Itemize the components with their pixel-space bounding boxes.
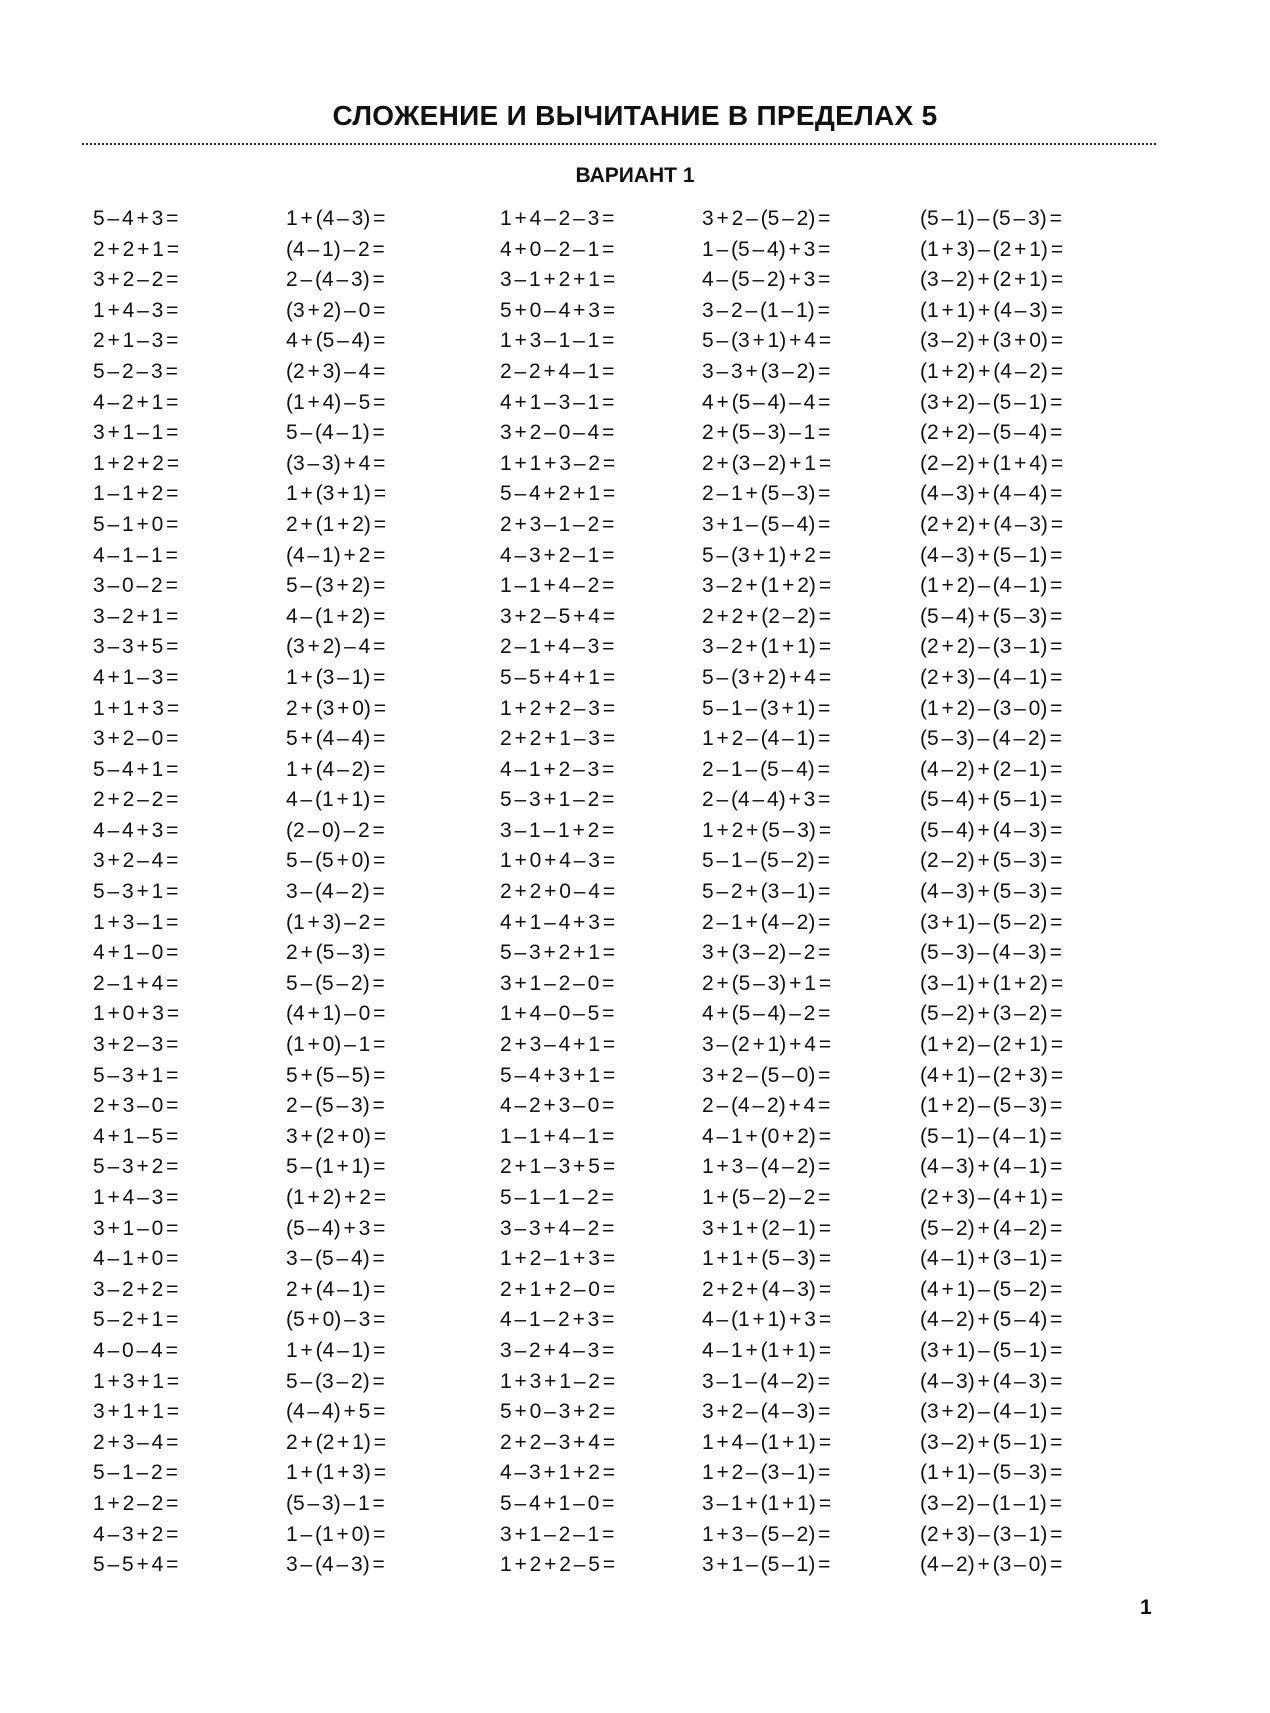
exercise: (4 – 1) – 2 = [286, 237, 385, 261]
exercise: 2 – 2 + 4 – 1 = [500, 359, 615, 383]
exercise-column-4 [702, 204, 831, 1581]
exercise: (4 + 1) – (2 + 3) = [920, 1063, 1064, 1087]
exercise: 4 – 1 + (1 + 1) = [702, 1338, 832, 1362]
exercise: 4 + (5 – 4) = [286, 329, 386, 353]
exercise: (3 – 2) – (1 – 1) = [920, 1491, 1062, 1515]
exercise: 1 + 4 – 3 = [93, 1186, 179, 1209]
exercise: (2 + 3) – (4 – 1) = [920, 665, 1063, 689]
exercise: 5 – 2 + 1 = [93, 1308, 179, 1332]
exercise: 2 + 3 – 4 + 1 = [500, 1033, 616, 1057]
exercise: 1 + 4 – 3 = [93, 298, 179, 322]
exercise-grid [0, 204, 1270, 1577]
exercise: (1 + 4) – 5 = [286, 390, 386, 414]
exercise: 5 – 4 + 3 + 1 = [500, 1063, 616, 1087]
exercise: 3 – 1 + (1 + 1) = [702, 1491, 832, 1515]
exercise: 1 + 2 – (3 – 1) = [702, 1461, 831, 1485]
exercise: 4 – 0 – 4 = [93, 1338, 178, 1362]
exercise: 5 – (5 – 2) = [286, 971, 385, 995]
exercise: 2 – (4 – 3) = [286, 268, 385, 292]
exercise: 3 – 2 – (1 – 1) = [702, 298, 830, 322]
exercise: 3 – 2 + 1 = [93, 604, 179, 628]
exercise: 2 + (3 – 2) + 1 = [702, 451, 832, 475]
exercise: (5 + 0) – 3 = [286, 1308, 386, 1332]
exercise: 3 + 2 – 5 + 4 = [500, 604, 616, 628]
exercise: 1 + 4 – (1 + 1) = [702, 1430, 832, 1454]
exercise: 4 – 3 + 2 – 1 = [500, 543, 615, 567]
exercise: 3 – 2 + 4 – 3 = [500, 1338, 615, 1362]
exercise: (3 + 2) – (5 – 1) = [920, 390, 1063, 414]
exercise: 1 + 4 – 0 – 5 = [500, 1002, 615, 1026]
exercise: 2 + 3 – 1 – 2 = [500, 512, 615, 536]
exercise: (3 – 2) + (2 + 1) = [920, 268, 1064, 292]
exercise: 1 + 1 + 3 = [93, 696, 180, 720]
exercise: 4 – (1 + 1) + 3 = [702, 1308, 832, 1332]
exercise: (1 + 3) – 2 = [286, 910, 386, 934]
exercise: 3 + 2 – 0 = [93, 727, 179, 751]
exercise: (5 – 3) – (4 – 2) = [920, 727, 1062, 751]
exercise: 3 – (4 – 3) = [286, 1553, 385, 1577]
exercise: (1 + 2) – (2 + 1) = [920, 1033, 1064, 1057]
exercise: 5 – (4 – 1) = [286, 421, 385, 445]
exercise: 3 + 2 – 0 – 4 = [500, 421, 615, 445]
exercise: (4 – 4) + 5 = [286, 1400, 386, 1424]
exercise: 3 – 1 – 1 + 2 = [500, 818, 615, 842]
exercise: (1 + 2) + 2 = [286, 1186, 386, 1209]
exercise: 3 + 2 – 4 = [93, 849, 179, 873]
exercise: 5 – 4 + 2 + 1 = [500, 482, 616, 506]
page-title: СЛОЖЕНИЕ И ВЫЧИТАНИЕ В ПРЕДЕЛАХ 5 [332, 100, 938, 131]
exercise: (4 – 3) + (4 – 1) = [920, 1155, 1063, 1179]
exercise: 5 – 3 + 1 = [93, 1063, 179, 1087]
exercise: (4 – 3) + (5 – 1) = [920, 543, 1063, 567]
exercise: 5 + (4 – 4) = [286, 727, 386, 751]
exercise: (2 + 3) – (3 – 1) = [920, 1522, 1063, 1546]
exercise: 3 – (5 – 4) = [286, 1247, 385, 1271]
exercise: 2 + 2 – 2 = [93, 788, 179, 812]
exercise: 4 + (5 – 4) – 4 = [702, 390, 831, 414]
exercise: 3 + 1 – 1 = [93, 421, 179, 445]
exercise: 2 + 2 + (2 – 2) = [702, 604, 832, 628]
exercise: 3 – 3 + (3 – 2) = [702, 359, 831, 383]
exercise: (4 – 3) + (4 – 3) = [920, 1369, 1063, 1393]
exercise: 3 + 2 – 2 = [93, 268, 179, 292]
exercise: 1 – (5 – 4) + 3 = [702, 237, 831, 261]
exercise: 4 – (1 + 2) = [286, 604, 386, 628]
exercise: 3 + 2 – (5 – 2) = [702, 207, 831, 230]
exercise: (1 + 2) – (3 – 0) = [920, 696, 1063, 720]
exercise: (4 + 1) – (5 – 2) = [920, 1277, 1063, 1301]
exercise: 4 + 1 – 3 = [93, 665, 179, 689]
exercise: (4 – 2) + (5 – 4) = [920, 1308, 1063, 1332]
exercise: 5 – 5 + 4 = [93, 1553, 179, 1577]
exercise: 2 – 1 + (5 – 3) = [702, 482, 831, 506]
exercise: (5 – 3) – 1 = [286, 1491, 385, 1515]
exercise: 5 – 4 + 3 = [93, 207, 179, 230]
exercise: 5 – (3 – 2) = [286, 1369, 385, 1393]
exercise: 2 – 1 + 4 – 3 = [500, 635, 615, 659]
exercise: 3 – 1 – (4 – 2) = [702, 1369, 830, 1393]
exercise: 3 + 1 – (5 – 4) = [702, 512, 831, 536]
exercise: 2 + (1 + 2) = [286, 512, 386, 536]
exercise: 5 – 4 + 1 = [93, 757, 179, 781]
exercise: 1 + (3 – 1) = [286, 665, 386, 689]
exercise: (2 – 2) + (5 – 3) = [920, 849, 1063, 873]
exercise: 3 – (2 + 1) + 4 = [702, 1033, 832, 1057]
exercise: 2 – 1 – (5 – 4) = [702, 757, 830, 781]
exercise: 3 + 1 – 0 = [93, 1216, 179, 1240]
exercise: (4 – 3) + (4 – 4) = [920, 482, 1063, 506]
exercise: 5 – 3 + 1 – 2 = [500, 788, 615, 812]
variant-heading: ВАРИАНТ 1 [575, 164, 695, 187]
exercise: 5 – 1 – (3 + 1) = [702, 696, 831, 720]
exercise: (1 + 1) + (4 – 3) = [920, 298, 1064, 322]
exercise: 1 + 3 – 1 = [93, 910, 179, 934]
exercise: 1 + (3 + 1) = [286, 482, 386, 506]
exercise: (4 + 1) – 0 = [286, 1002, 386, 1026]
exercise: (1 + 0) – 1 = [286, 1033, 386, 1057]
exercise: 1 + (4 – 3) = [286, 207, 386, 230]
exercise: (4 – 2) + (2 – 1) = [920, 757, 1063, 781]
exercise: 2 – (4 – 4) + 3 = [702, 788, 831, 812]
exercise: 5 – 3 + 2 = [93, 1155, 179, 1179]
exercise: 2 + (5 – 3) + 1 = [702, 971, 832, 995]
exercise: 4 – 2 + 1 = [93, 390, 179, 414]
exercise-column-2 [286, 204, 386, 1581]
exercise: 4 – 1 + 0 = [93, 1247, 179, 1271]
exercise: 1 + (4 – 2) = [286, 757, 386, 781]
exercise-column-5 [920, 204, 1063, 1581]
exercise: 3 – 3 + 5 = [93, 635, 179, 659]
exercise: 1 + (5 – 2) – 2 = [702, 1186, 831, 1209]
exercise: 5 – 1 – 2 = [93, 1461, 178, 1485]
exercise: 2 + (4 – 1) = [286, 1277, 386, 1301]
exercise: 4 + 1 – 0 = [93, 941, 179, 965]
exercise: 1 + 3 – 1 – 1 = [500, 329, 615, 353]
exercise: (5 – 2) + (4 – 2) = [920, 1216, 1063, 1240]
exercise-column-1 [93, 204, 179, 1581]
dotted-divider [82, 143, 1156, 145]
exercise: (4 – 1) + (3 – 1) = [920, 1247, 1063, 1271]
exercise: 1 + 2 + 2 – 5 = [500, 1553, 616, 1577]
exercise: 3 + 2 – 3 = [93, 1033, 179, 1057]
exercise: 2 + 2 + (4 – 3) = [702, 1277, 832, 1301]
exercise: 1 + (4 – 1) = [286, 1338, 386, 1362]
exercise: (3 + 1) – (5 – 2) = [920, 910, 1063, 934]
exercise: (4 – 3) + (5 – 3) = [920, 880, 1063, 904]
exercise: 4 + 1 – 4 + 3 = [500, 910, 616, 934]
exercise: 5 – 2 + (3 – 1) = [702, 880, 831, 904]
exercise: 4 – 1 – 1 = [93, 543, 178, 567]
exercise: 2 – 1 + (4 – 2) = [702, 910, 831, 934]
exercise: (1 + 2) – (5 – 3) = [920, 1094, 1063, 1118]
exercise: 2 + (3 + 0) = [286, 696, 386, 720]
exercise: 4 – 3 + 1 + 2 = [500, 1461, 616, 1485]
exercise: 2 + (2 + 1) = [286, 1430, 386, 1454]
exercise: 2 – (4 – 2) + 4 = [702, 1094, 831, 1118]
exercise: 2 + (5 – 3) = [286, 941, 386, 965]
exercise: 1 + 2 – 2 = [93, 1491, 179, 1515]
exercise: 1 + 2 + 2 = [93, 451, 180, 475]
exercise: 4 + 1 – 5 = [93, 1124, 179, 1148]
exercise: 5 + 0 – 3 + 2 = [500, 1400, 616, 1424]
exercise: (4 – 2) + (3 – 0) = [920, 1553, 1063, 1577]
exercise: 3 + 2 – (5 – 0) = [702, 1063, 831, 1087]
exercise: (2 + 3) – (4 + 1) = [920, 1186, 1064, 1209]
exercise: 2 + 2 + 1 – 3 = [500, 727, 616, 751]
exercise: (3 – 3) + 4 = [286, 451, 386, 475]
exercise: 4 – 1 + 2 – 3 = [500, 757, 615, 781]
exercise: 3 – 0 – 2 = [93, 574, 178, 598]
exercise: 3 + (3 – 2) – 2 = [702, 941, 831, 965]
exercise: (3 + 2) – (4 – 1) = [920, 1400, 1063, 1424]
exercise: (2 + 3) – 4 = [286, 359, 386, 383]
exercise: 3 – 2 + 2 = [93, 1277, 179, 1301]
exercise: (5 – 1) – (5 – 3) = [920, 207, 1062, 230]
exercise: (2 + 2) + (4 – 3) = [920, 512, 1064, 536]
exercise: 3 + 1 – 2 – 1 = [500, 1522, 615, 1546]
exercise: (1 + 3) – (2 + 1) = [920, 237, 1064, 261]
exercise: (5 – 4) + (5 – 1) = [920, 788, 1063, 812]
exercise: 5 + 0 – 4 + 3 = [500, 298, 616, 322]
exercise: 2 – (5 – 3) = [286, 1094, 385, 1118]
exercise: 4 – 1 + (0 + 2) = [702, 1124, 832, 1148]
exercise: (1 + 1) – (5 – 3) = [920, 1461, 1063, 1485]
exercise: 4 – 2 + 3 – 0 = [500, 1094, 615, 1118]
exercise: 5 – (3 + 2) = [286, 574, 386, 598]
exercise: 5 – 1 – 1 – 2 = [500, 1186, 614, 1209]
exercise: 5 – 2 – 3 = [93, 359, 178, 383]
exercise: 1 + 2 – (4 – 1) = [702, 727, 831, 751]
exercise: 2 + 1 – 3 + 5 = [500, 1155, 616, 1179]
exercise: (5 – 1) – (4 – 1) = [920, 1124, 1062, 1148]
exercise: 5 – 3 + 1 = [93, 880, 179, 904]
exercise: 5 – 5 + 4 + 1 = [500, 665, 616, 689]
exercise: (1 + 2) – (4 – 1) = [920, 574, 1063, 598]
exercise: 5 – 1 – (5 – 2) = [702, 849, 830, 873]
exercise: 4 + 1 – 3 – 1 = [500, 390, 615, 414]
exercise: 1 + 1 + 3 – 2 = [500, 451, 616, 475]
exercise: 4 + (5 – 4) – 2 = [702, 1002, 831, 1026]
exercise: 2 + 1 + 2 – 0 = [500, 1277, 616, 1301]
exercise: 5 – (1 + 1) = [286, 1155, 386, 1179]
exercise: 3 – 2 + (1 + 2) = [702, 574, 832, 598]
exercise: (3 – 1) + (1 + 2) = [920, 971, 1064, 995]
exercise: (2 + 2) – (5 – 4) = [920, 421, 1063, 445]
exercise: 5 – (3 + 1) + 4 = [702, 329, 832, 353]
exercise: 4 – (1 + 1) = [286, 788, 386, 812]
exercise: 1 + 4 – 2 – 3 = [500, 207, 615, 230]
exercise: 2 + 2 – 3 + 4 = [500, 1430, 616, 1454]
exercise: 5 – 3 + 2 + 1 = [500, 941, 616, 965]
exercise: (5 – 4) + 3 = [286, 1216, 386, 1240]
exercise: 2 + 2 + 0 – 4 = [500, 880, 616, 904]
exercise: 3 – 1 + 2 + 1 = [500, 268, 616, 292]
exercise: 2 + 1 – 3 = [93, 329, 179, 353]
exercise: 4 – 4 + 3 = [93, 818, 179, 842]
exercise: 1 – 1 + 2 = [93, 482, 179, 506]
exercise: 1 – 1 + 4 – 1 = [500, 1124, 615, 1148]
exercise: 2 + 2 + 1 = [93, 237, 180, 261]
exercise: 4 – 3 + 2 = [93, 1522, 179, 1546]
exercise: (5 – 4) + (4 – 3) = [920, 818, 1063, 842]
exercise: 1 + 2 + 2 – 3 = [500, 696, 616, 720]
exercise: (1 + 2) + (4 – 2) = [920, 359, 1064, 383]
exercise: 5 – 1 + 0 = [93, 512, 179, 536]
exercise: 5 – (5 + 0) = [286, 849, 386, 873]
exercise: 4 + 0 – 2 – 1 = [500, 237, 615, 261]
exercise: 3 + 1 + 1 = [93, 1400, 180, 1424]
exercise: (5 – 3) – (4 – 3) = [920, 941, 1062, 965]
exercise: 1 + (1 + 3) = [286, 1461, 386, 1485]
exercise: 3 + (2 + 0) = [286, 1124, 386, 1148]
exercise: 3 + 1 – (5 – 1) = [702, 1553, 831, 1577]
exercise: (5 – 4) + (5 – 3) = [920, 604, 1063, 628]
exercise: 1 + 3 – (4 – 2) = [702, 1155, 831, 1179]
page-number: 1 [1140, 1596, 1152, 1619]
exercise: 1 + 3 – (5 – 2) = [702, 1522, 831, 1546]
exercise: 1 + 2 – 1 + 3 = [500, 1247, 616, 1271]
exercise: (5 – 2) + (3 – 2) = [920, 1002, 1063, 1026]
exercise: 2 + 3 – 4 = [93, 1430, 179, 1454]
exercise: 3 + 1 – 2 – 0 = [500, 971, 615, 995]
exercise: 3 – 3 + 4 – 2 = [500, 1216, 615, 1240]
exercise: 1 + 3 + 1 – 2 = [500, 1369, 616, 1393]
exercise-column-3 [500, 204, 615, 1581]
exercise: 1 + 3 + 1 = [93, 1369, 180, 1393]
exercise: 5 + (5 – 5) = [286, 1063, 386, 1087]
exercise: (3 + 2) – 4 = [286, 635, 386, 659]
exercise: 3 – 2 + (1 + 1) = [702, 635, 832, 659]
exercise: (4 – 1) + 2 = [286, 543, 386, 567]
exercise: (3 + 2) – 0 = [286, 298, 386, 322]
exercise: 1 – 1 + 4 – 2 = [500, 574, 615, 598]
exercise: 1 + 2 + (5 – 3) = [702, 818, 832, 842]
exercise: 3 + 1 + (2 – 1) = [702, 1216, 832, 1240]
exercise: 3 + 2 – (4 – 3) = [702, 1400, 831, 1424]
exercise: (2 – 2) + (1 + 4) = [920, 451, 1064, 475]
exercise: 2 + (5 – 3) – 1 = [702, 421, 831, 445]
exercise: (3 – 2) + (5 – 1) = [920, 1430, 1063, 1454]
exercise: (2 + 2) – (3 – 1) = [920, 635, 1063, 659]
exercise: 1 + 0 + 3 = [93, 1002, 180, 1026]
exercise: 5 – 4 + 1 – 0 = [500, 1491, 615, 1515]
exercise: (2 – 0) – 2 = [286, 818, 385, 842]
exercise: (3 – 2) + (3 + 0) = [920, 329, 1064, 353]
exercise: 2 – 1 + 4 = [93, 971, 179, 995]
exercise: 1 – (1 + 0) = [286, 1522, 386, 1546]
exercise: 1 + 1 + (5 – 3) = [702, 1247, 832, 1271]
exercise: 2 + 3 – 0 = [93, 1094, 179, 1118]
exercise: 4 – (5 – 2) + 3 = [702, 268, 831, 292]
exercise: (3 + 1) – (5 – 1) = [920, 1338, 1063, 1362]
exercise: 5 – (3 + 2) + 4 = [702, 665, 832, 689]
exercise: 3 – (4 – 2) = [286, 880, 385, 904]
exercise: 1 + 0 + 4 – 3 = [500, 849, 616, 873]
exercise: 5 – (3 + 1) + 2 = [702, 543, 832, 567]
exercise: 4 – 1 – 2 + 3 = [500, 1308, 615, 1332]
